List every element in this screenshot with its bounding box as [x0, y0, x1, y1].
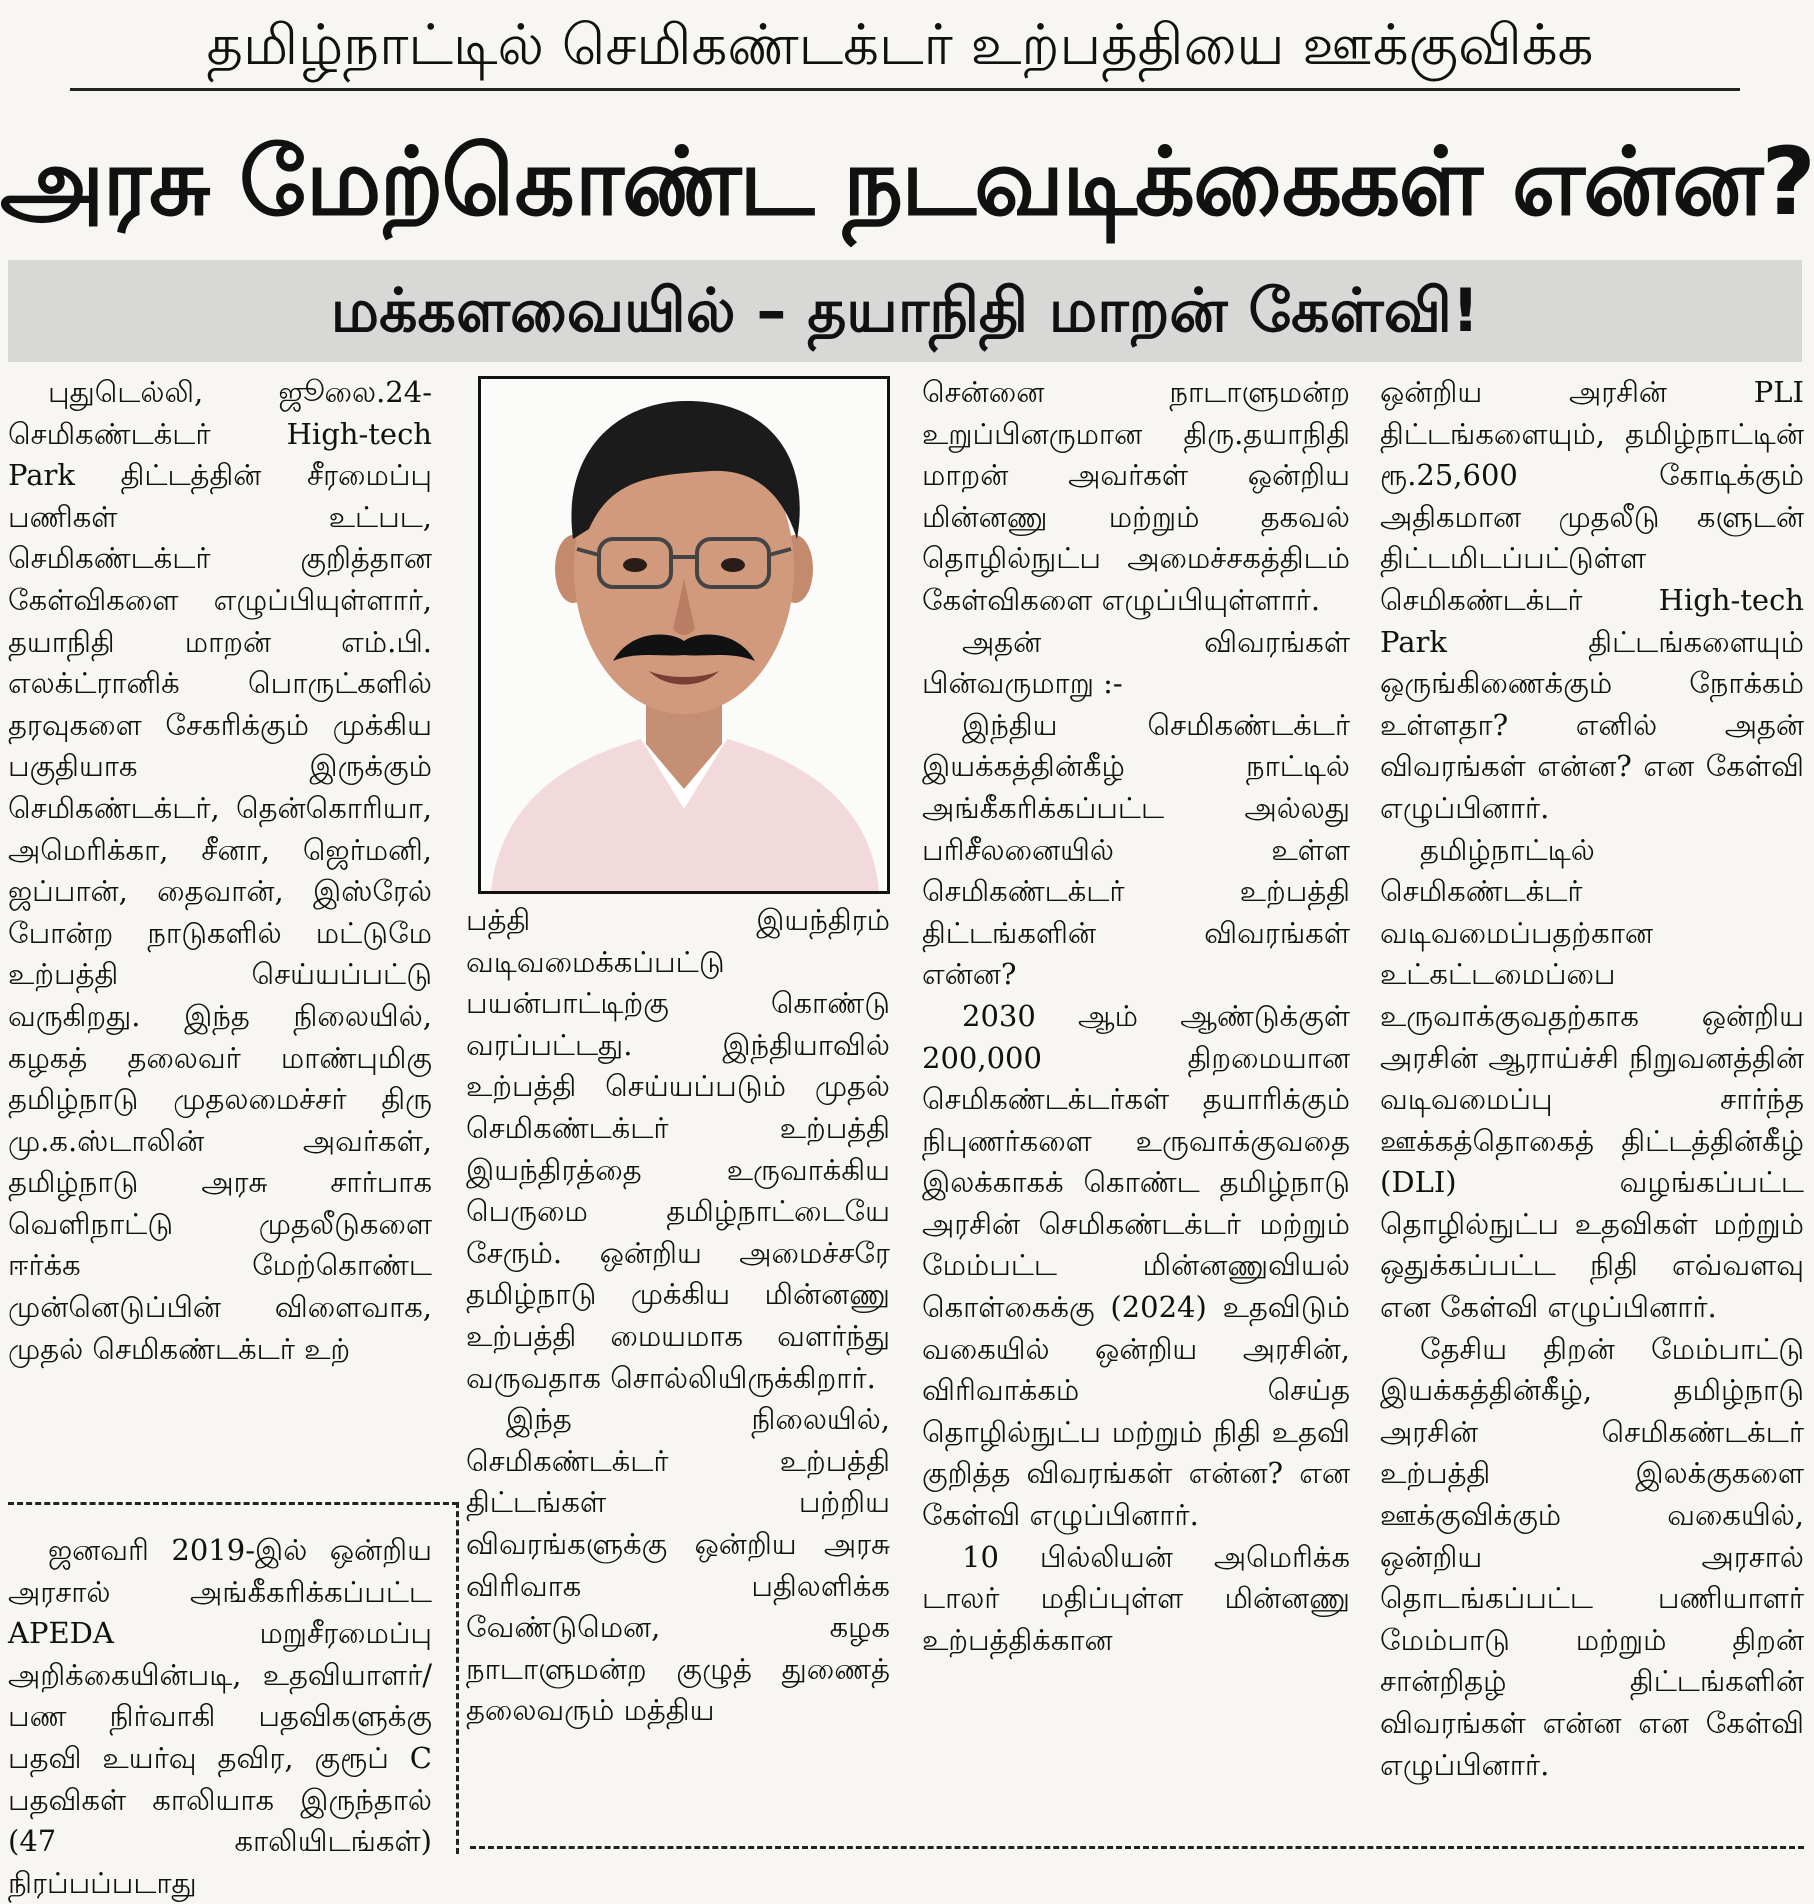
box-right-border [456, 1502, 459, 1854]
headline: அரசு மேற்கொண்ட நடவடிக்கைகள் என்ன? [0, 128, 1814, 237]
kicker-rule [70, 88, 1740, 91]
bottom-dashed-rule [470, 1846, 1804, 1849]
paragraph: அதன் விவரங்கள் பின்வருமாறு :- [922, 624, 1350, 701]
kicker: தமிழ்நாட்டில் செமிகண்டக்டர் உற்பத்தியை ஊக்குவிக்க [206, 13, 1594, 78]
paragraph: ஜனவரி 2019-இல் ஒன்றிய அரசால் அங்கீகரிக்கப்பட்ட APEDA மறுசீரமைப்பு அறிக்கையின்படி, உதவியாளர்/பண நிர்வாகி பதவிகளுக்கு பதவி உயர்வு தவிர, குரூப் C பதவிகள் காலியாக இருந்தால் (47 காலியிடங்கள்) நிரப்பப்படாது [8, 1533, 432, 1900]
paragraph: 2030 ஆம் ஆண்டுக்குள் 200,000 திறமையான செமிகண்டக்டர்கள் தயாரிக்கும் நிபுணர்களை உருவாக்குவதை இலக்காகக் கொண்ட தமிழ்நாடு அரசின் செமிகண்டக்டர் மற்றும் மேம்பட்ட மின்னணுவியல் கொள்கைக்கு (2024) உதவிடும் வகையில் ஒன்றிய அரசின், விரிவாக்கம் செய்த தொழில்நுட்ப மற்றும் நிதி உதவி குறித்த விவரங்கள் என்ன? என கேள்வி எழுப்பினார். [922, 998, 1350, 1533]
column-2 [466, 900, 890, 1854]
paragraph: தமிழ்நாட்டில் செமிகண்டக்டர் வடிவமைப்பதற்கான உட்கட்டமைப்பை உருவாக்குவதற்காக ஒன்றிய அரசின் ஆராய்ச்சி நிறுவனத்தின் வடிவமைப்பு சார்ந்த ஊக்கத்தொகைத் திட்டத்தின்கீழ் (DLI) வழங்கப்பட்ட தொழில்நுட்ப உதவிகள் மற்றும் ஒதுக்கப்பட்ட நிதி எவ்வளவு என கேள்வி எழுப்பினார். [1380, 832, 1804, 1325]
column-1 [8, 372, 432, 1470]
paragraph: சென்னை நாடாளுமன்ற உறுப்பினருமான திரு.தயாநிதி மாறன் அவர்கள் ஒன்றிய மின்னணு மற்றும் தகவல் தொழில்நுட்ப அமைச்சகத்திடம் கேள்விகளை எழுப்பியுள்ளார். [922, 375, 1350, 617]
paragraph: புதுடெல்லி, ஜூலை.24- செமிகண்டக்டர் High-tech Park திட்டத்தின் சீரமைப்பு பணிகள் உட்பட, செமிகண்டக்டர் குறித்தான கேள்விகளை எழுப்பியுள்ளார், தயாநிதி மாறன் எம்.பி. எலக்ட்ரானிக் பொருட்களில் தரவுகளை சேகரிக்கும் முக்கிய பகுதியாக இருக்கும் செமிகண்டக்டர், தென்கொரியா, அமெரிக்கா, சீனா, ஜெர்மனி, ஜப்பான், தைவான், இஸ்ரேல் போன்ற நாடுகளில் மட்டுமே உற்பத்தி செய்யப்பட்டு வருகிறது. இந்த நிலையில், கழகத் தலைவர் மாண்புமிகு தமிழ்நாடு முதலமைச்சர் திரு மு.க.ஸ்டாலின் அவர்கள், தமிழ்நாடு அரசு சார்பாக வெளிநாட்டு முதலீடுகளை ஈர்க்க மேற்கொண்ட முன்னெடுப்பின் விளைவாக, முதல் செமிகண்டக்டர் உற் [8, 375, 432, 1366]
box-top-border [8, 1502, 458, 1505]
column-4 [1380, 372, 1804, 1854]
paragraph: 10 பில்லியன் அமெரிக்க டாலர் மதிப்புள்ள மின்னணு உற்பத்திக்கான [922, 1539, 1350, 1657]
paragraph: இந்திய செமிகண்டக்டர் இயக்கத்தின்கீழ் நாட்டில் அங்கீகரிக்கப்பட்ட அல்லது பரிசீலனையில் உள்ள செமிகண்டக்டர் உற்பத்தி திட்டங்களின் விவரங்கள் என்ன? [922, 707, 1350, 992]
paragraph: தேசிய திறன் மேம்பாட்டு இயக்கத்தின்கீழ், தமிழ்நாடு அரசின் செமிகண்டக்டர் உற்பத்தி இலக்குகளை ஊக்குவிக்கும் வகையில், ஒன்றிய அரசால் தொடங்கப்பட்ட பணியாளர் மேம்பாடு மற்றும் திறன் சான்றிதழ் திட்டங்களின் விவரங்கள் என்ன என கேள்வி எழுப்பினார். [1380, 1331, 1804, 1782]
boxed-story [8, 1530, 432, 1900]
column-3 [922, 372, 1350, 1854]
photo-frame [478, 376, 890, 894]
portrait-image [481, 379, 887, 891]
paragraph: இந்த நிலையில், செமிகண்டக்டர் உற்பத்தி திட்டங்கள் பற்றிய விவரங்களுக்கு ஒன்றிய அரசு விரிவாக பதிலளிக்க வேண்டுமென, கழக நாடாளுமன்ற குழுத் துணைத் தலைவரும் மத்திய [466, 1402, 890, 1728]
paragraph: பத்தி இயந்திரம் வடிவமைக்கப்பட்டு பயன்பாட்டிற்கு கொண்டு வரப்பட்டது. இந்தியாவில் உற்பத்தி செய்யப்படும் முதல் செமிகண்டக்டர் உற்பத்தி இயந்திரத்தை உருவாக்கிய பெருமை தமிழ்நாட்டையே சேரும். ஒன்றிய அமைச்சரே தமிழ்நாடு முக்கிய மின்னணு உற்பத்தி மையமாக வளர்ந்து வருவதாக சொல்லியிருக்கிறார். [466, 903, 890, 1395]
paragraph: ஒன்றிய அரசின் PLI திட்டங்களையும், தமிழ்நாட்டின் ரூ.25,600 கோடிக்கும் அதிகமான முதலீடு களுடன் திட்டமிடப்பட்டுள்ள செமிகண்டக்டர் High-tech Park திட்டங்களையும் ஒருங்கிணைக்கும் நோக்கம் உள்ளதா? எனில் அதன் விவரங்கள் என்ன? என கேள்வி எழுப்பினார். [1380, 375, 1804, 825]
subhead: மக்களவையில் – தயாநிதி மாறன் கேள்வி! [330, 276, 1480, 346]
